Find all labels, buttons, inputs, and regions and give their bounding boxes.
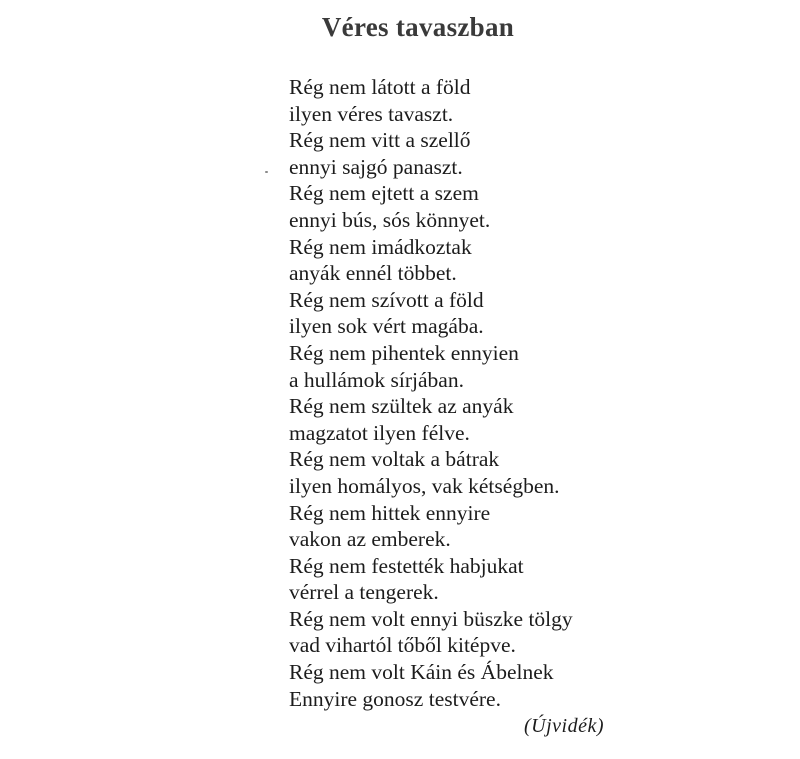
poem-line: Rég nem látott a föld <box>289 75 471 99</box>
poem-line: a hullámok sírjában. <box>289 367 464 392</box>
poem-line: anyák ennél többet. <box>289 261 457 286</box>
poem-place: (Újvidék) <box>523 715 604 737</box>
poem-line: Rég nem volt ennyi büszke tölgy <box>289 606 573 631</box>
poem-line: Rég nem hittek ennyire <box>289 500 491 525</box>
print-speck <box>265 171 268 173</box>
poem-line: ennyi bús, sós könnyet. <box>289 207 491 232</box>
poem-line: Rég nem pihentek ennyien <box>289 340 519 365</box>
poem-line: Rég nem ejtett a szem <box>289 181 479 206</box>
poem-line: Rég nem volt Káin és Ábelnek <box>289 660 554 685</box>
poem-line: vad vihartól tőből kitépve. <box>289 633 516 658</box>
poem-line: magzatot ilyen félve. <box>289 420 470 445</box>
poem-line: Rég nem szültek az anyák <box>289 394 514 419</box>
poem-line: Ennyire gonosz testvére. <box>289 686 501 711</box>
poem-line: vakon az emberek. <box>289 527 451 552</box>
poem-line: Rég nem voltak a bátrak <box>289 447 500 472</box>
poem-line: Rég nem festették habjukat <box>289 553 524 578</box>
poem-line: ilyen homályos, vak kétségben. <box>289 473 560 498</box>
poem-line: Rég nem imádkoztak <box>289 234 472 259</box>
poem-line: Rég nem vitt a szellő <box>289 128 471 153</box>
poem-line: ilyen véres tavaszt. <box>289 101 454 126</box>
poem-body <box>289 74 573 712</box>
poem-line: Rég nem szívott a föld <box>289 287 484 312</box>
poem-title: Véres tavaszban <box>321 12 515 42</box>
poem-line: vérrel a tengerek. <box>289 580 439 605</box>
poem-line: ilyen sok vért magába. <box>289 314 484 339</box>
poem-line: ennyi sajgó panaszt. <box>289 154 463 179</box>
